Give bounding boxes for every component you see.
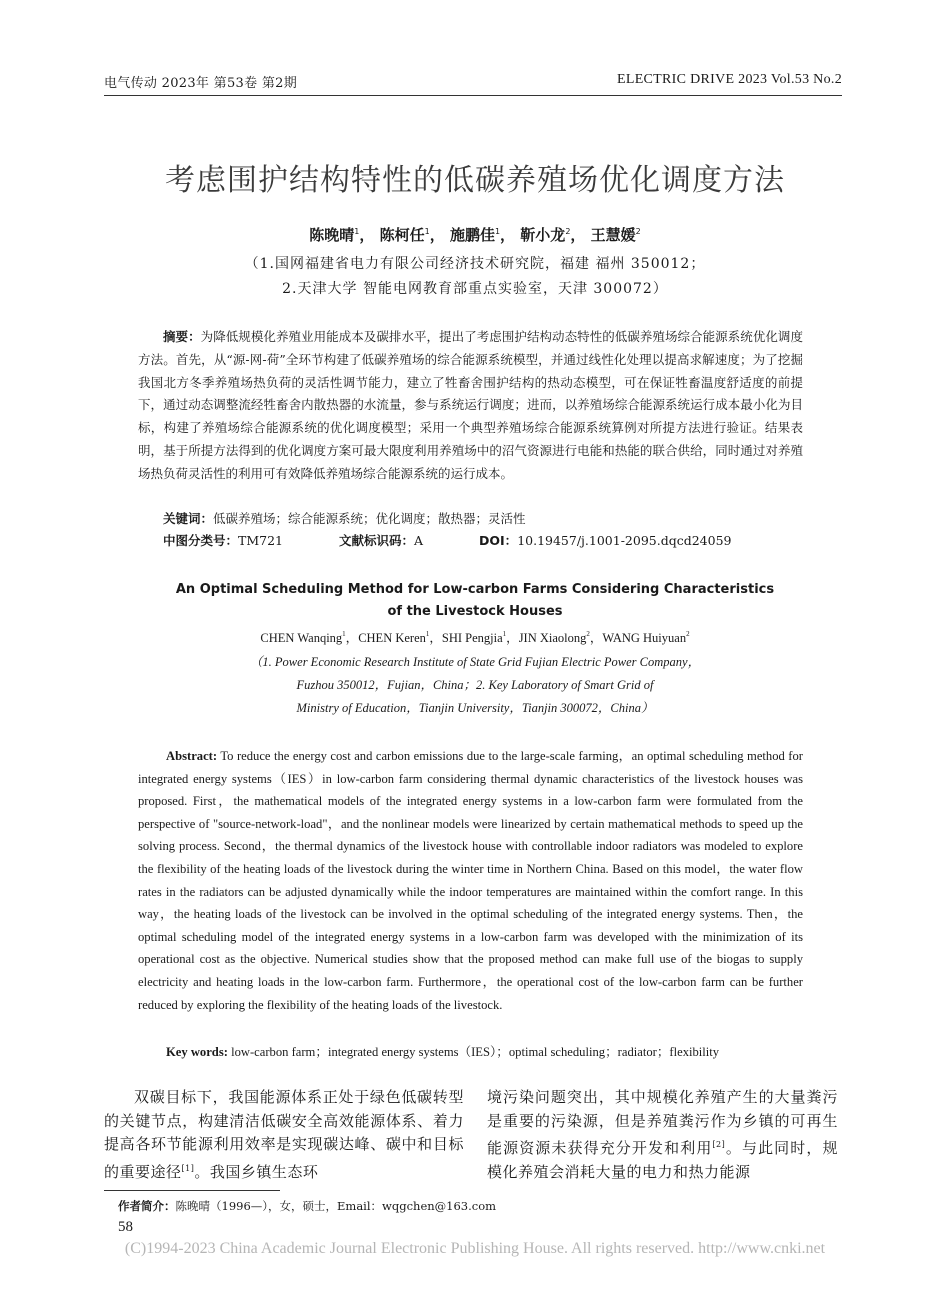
paper-title: 考虑围护结构特性的低碳养殖场优化调度方法 (165, 163, 785, 198)
english-author-separator: ， (506, 631, 519, 645)
english-affiliation-line-2: Fuzhou 350012，Fujian，China；2. Key Laboratory of Smart Grid of (296, 678, 654, 692)
english-author-mark: 1 (425, 630, 430, 638)
classification-line (163, 531, 783, 549)
english-author-name: JIN Xiaolong (518, 631, 587, 645)
author-affiliation-mark: 1 (424, 227, 430, 236)
english-author-mark: 2 (686, 630, 690, 638)
english-title-line-1: An Optimal Scheduling Method for Low-carbon Farms Considering Characteristics (175, 582, 775, 597)
keywords-cn (163, 509, 526, 527)
author-separator: ， (359, 226, 375, 244)
author-footnote (118, 1198, 496, 1214)
running-header-right: ELECTRIC DRIVE 2023 Vol.53 No.2 (616, 72, 842, 87)
body-right-tail: 。与此同时，规模化养殖会消耗大量的电力和热力能源 (487, 1139, 838, 1181)
author-list (0, 224, 950, 245)
english-author-name: SHI Pengjia (441, 631, 503, 645)
author-affiliation-mark: 2 (635, 227, 641, 236)
author-separator: ， (500, 226, 516, 244)
doi-value: 10.19457/j.1001-2095.dqcd24059 (517, 533, 732, 548)
body-left-text: 双碳目标下，我国能源体系正处于绿色低碳转型的关键节点，构建清洁低碳安全高效能源体系、着力提高各环节能源利用效率是实现碳达峰、碳中和目标的重要途径 (104, 1088, 464, 1181)
english-author-separator: ， (429, 631, 442, 645)
abstract-en (138, 745, 803, 1016)
citation-ref: [1] (181, 1163, 195, 1173)
abstract-cn-text: 为降低规模化养殖业用能成本及碳排水平，提出了考虑围护结构动态特性的低碳养殖场综合能源系统优化调度方法。首先，从“源-网-荷”全环节构建了低碳养殖场的综合能源系统模型，并通过线性化处理以提高求解速度；为了挖掘我国北方冬季养殖场热负荷的灵活性调节能力，建立了牲畜舍围护结构的热动态模型，可在保证牲畜温度舒适度的前提下，通过动态调整流经牲畜舍内散热器的水流量，参与系统运行调度；进而，以养殖场综合能源系统运行成本最小化为目标，构建了养殖场综合能源系统的优化调度模型；采用一个典型养殖场综合能源系统算例对所提方法进行验证。结果表明，基于所提方法得到的优化调度方案可最大限度利用养殖场中的沼气资源进行电能和热能的联合供给，同时通过对养殖场热负荷灵活性的利用可有效降低养殖场综合能源系统的运行成本。 (138, 329, 803, 481)
english-author-mark: 2 (586, 630, 590, 638)
affiliation-line-1: （1.国网福建省电力有限公司经济技术研究院，福建 福州 350012； (244, 256, 706, 272)
author-name: 王慧媛 (590, 226, 636, 244)
author-affiliation-mark: 1 (354, 227, 360, 236)
keywords-cn-text: 低碳养殖场；综合能源系统；优化调度；散热器；灵活性 (213, 511, 526, 526)
english-author-mark: 1 (342, 630, 346, 638)
keywords-cn-label: 关键词： (163, 511, 214, 526)
footnote-divider (104, 1190, 280, 1191)
doc-code-value: A (414, 533, 424, 548)
abstract-cn (138, 326, 803, 486)
clc-label: 中图分类号： (163, 533, 239, 548)
english-affiliation-line-1: （1. Power Economic Research Institute of State Grid Fujian Electric Power Company， (249, 655, 701, 669)
english-title-line-2: of the Livestock Houses (387, 604, 563, 619)
page-number: 58 (118, 1219, 133, 1235)
author-name: 施鹏佳 (449, 226, 495, 244)
doi-label: DOI： (479, 533, 518, 548)
english-author-name: WANG Huiyuan (602, 631, 687, 645)
doc-code-label: 文献标识码： (339, 533, 415, 548)
english-author-mark: 1 (502, 630, 507, 638)
abstract-cn-label: 摘要： (163, 329, 201, 344)
footnote-label: 作者简介： (118, 1199, 176, 1213)
author-separator: ， (570, 226, 586, 244)
abstract-en-text: To reduce the energy cost and carbon emissions due to the large-scale farming，an optimal scheduling method for integrated energy systems（IES）in low-carbon farm considering thermal dynamic characteristics of the livestock houses was proposed. First，the mathematical models of the integrated energy systems in a low-carbon farm were formulated from the perspective of "source-network-load"，and the nonlinear models were linearized by certain mathematical methods to speed up the solving process. Second，the thermal dynamics of the livestock house with controllable indoor radiators was modeled to explore the flexibility of the heating loads of the livestock during the winter time in Northern China. Based on this model，the water flow rates in the radiators can be adjusted dynamically while the indoor temperatures are maintained within the comfort range. In this way，the heating loads of the livestock can be involved in the optimal scheduling of the integrated energy systems. Then，the optimal scheduling model of the integrated energy systems in a low-carbon farm was developed with the minimization of its operational cost as the objective. Numerical studies show that the proposed method can make full use of the biogas to supply electricity and heating loads in the low-carbon farm. Furthermore，the operational cost of the low-carbon farm can be further reduced by exploring the flexibility of the heating loads of the livestock. (138, 749, 803, 1012)
english-author-separator: ， (589, 631, 603, 645)
citation-ref: [2] (712, 1140, 726, 1149)
english-author-name: CHEN Wanqing (260, 631, 343, 645)
english-affiliation-line-3: Ministry of Education，Tianjin University，Tianjin 300072，China） (296, 701, 654, 715)
english-author-list (0, 628, 950, 646)
body-left-tail: 。我国乡镇生态环 (194, 1162, 319, 1181)
header-divider (104, 95, 842, 96)
keywords-en-text: low-carbon farm；integrated energy systems（IES）；optimal scheduling；radiator；flexibility (231, 1045, 720, 1059)
footnote-text: 陈晚晴（1996—），女，硕士，Email：wqgchen@163.com (175, 1199, 497, 1213)
copyright-watermark: (C)1994-2023 China Academic Journal Electronic Publishing House. All rights reserved. http://www.cnki.net (124, 1240, 826, 1257)
keywords-en-label: Key words: (166, 1045, 228, 1059)
abstract-en-label: Abstract: (166, 749, 218, 763)
affiliation-line-2: 2.天津大学 智能电网教育部重点实验室，天津 300072） (282, 281, 668, 297)
author-name: 陈柯任 (379, 226, 425, 244)
body-right-text: 境污染问题突出，其中规模化养殖产生的大量粪污是重要的污染源，但是养殖粪污作为乡镇的可再生能源资源未获得充分开发和利用 (487, 1088, 838, 1157)
english-author-name: CHEN Keren (358, 631, 426, 645)
keywords-en (166, 1041, 719, 1060)
body-column-left (104, 1086, 464, 1184)
author-separator: ， (429, 226, 445, 244)
author-affiliation-mark: 2 (565, 227, 571, 236)
clc-value: TM721 (238, 533, 284, 548)
body-column-right (487, 1086, 838, 1184)
author-affiliation-mark: 1 (494, 227, 501, 236)
running-header-left: 电气传动 2023年 第53卷 第2期 (104, 76, 297, 91)
english-author-separator: ， (345, 631, 359, 645)
author-name: 陈晚晴 (309, 226, 355, 244)
author-name: 靳小龙 (520, 226, 566, 244)
